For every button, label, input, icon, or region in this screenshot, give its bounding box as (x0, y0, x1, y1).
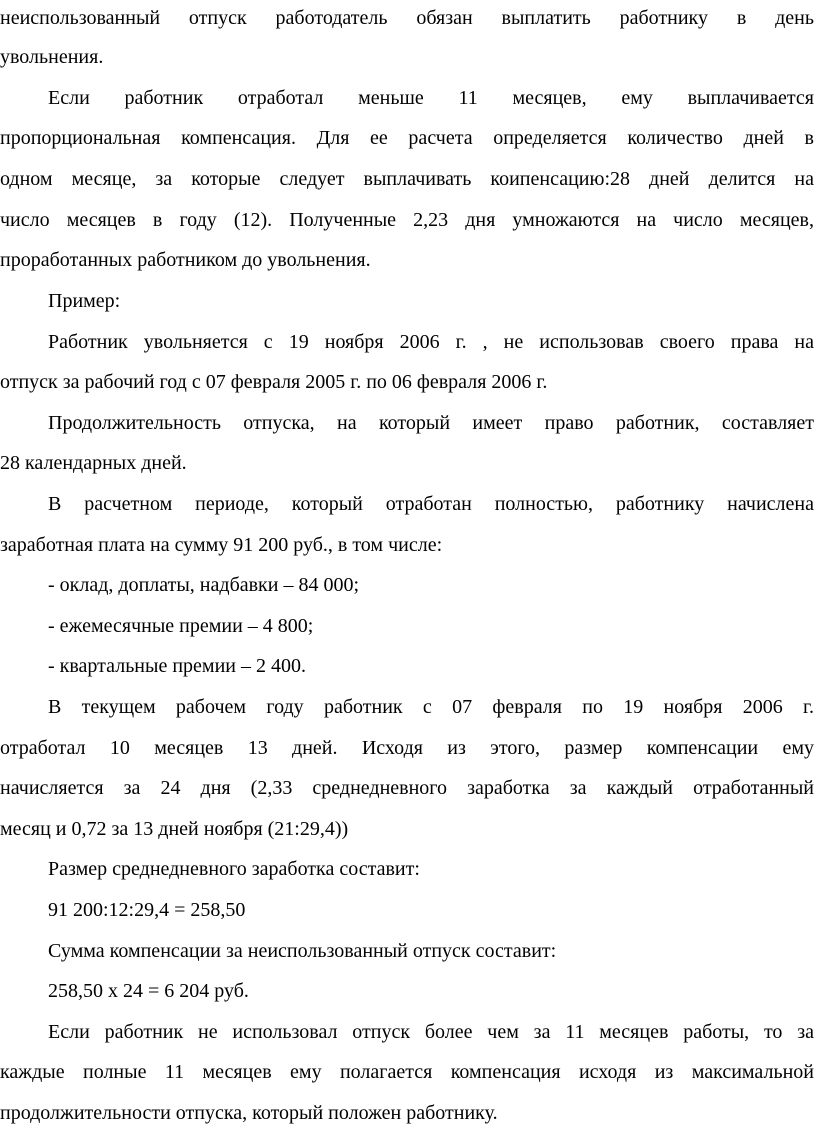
text-line: каждые полные 11 месяцев ему полагается компенсация исходя из максимальной (0, 1061, 814, 1083)
text-line: 91 200:12:29,4 = 258,50 (48, 899, 246, 921)
text-line: Если работник не использовал отпуск более чем за 11 месяцев работы, то за (48, 1021, 814, 1043)
text-line: Работник увольняется с 19 ноября 2006 г. , не использовав своего права на (48, 331, 814, 353)
text-line: Сумма компенсации за неиспользованный отпуск составит: (48, 940, 557, 962)
text-line: начисляется за 24 дня (2,33 среднедневного заработка за каждый отработанный (0, 777, 814, 799)
text-line: В текущем рабочем году работник с 07 февраля по 19 ноября 2006 г. (48, 696, 814, 718)
text-line: - ежемесячные премии – 4 800; (48, 615, 314, 637)
text-line: - квартальные премии – 2 400. (48, 655, 306, 677)
text-line: Если работник отработал меньше 11 месяцев, ему выплачивается (48, 87, 814, 109)
text-line: заработная плата на сумму 91 200 руб., в том числе: (0, 534, 443, 556)
text-line: месяц и 0,72 за 13 дней ноября (21:29,4)) (0, 818, 349, 840)
text-line: отпуск за рабочий год с 07 февраля 2005 г. по 06 февраля 2006 г. (0, 371, 548, 393)
text-line: - оклад, доплаты, надбавки – 84 000; (48, 574, 360, 596)
text-line: число месяцев в году (12). Полученные 2,23 дня умножаются на число месяцев, (0, 209, 814, 231)
text-line: Размер среднедневного заработка составит: (48, 858, 420, 880)
text-line: Пример: (48, 290, 121, 312)
text-line: отработал 10 месяцев 13 дней. Исходя из этого, размер компенсации ему (0, 737, 814, 759)
text-line: 28 календарных дней. (0, 452, 187, 474)
text-line: В расчетном периоде, который отработан полностью, работнику начислена (48, 493, 814, 515)
text-line: одном месяце, за которые следует выплачивать коипенсацию:28 дней делится на (0, 168, 814, 190)
text-line: пропорциональная компенсация. Для ее расчета определяется количество дней в (0, 127, 814, 149)
text-line: продолжительности отпуска, который положен работнику. (0, 1102, 498, 1124)
text-line: увольнения. (0, 46, 104, 68)
text-line: проработанных работником до увольнения. (0, 249, 371, 271)
text-line: Продолжительность отпуска, на который имеет право работник, составляет (48, 412, 814, 434)
text-line: 258,50 х 24 = 6 204 руб. (48, 980, 249, 1002)
text-line: неиспользованный отпуск работодатель обязан выплатить работнику в день (0, 7, 814, 29)
